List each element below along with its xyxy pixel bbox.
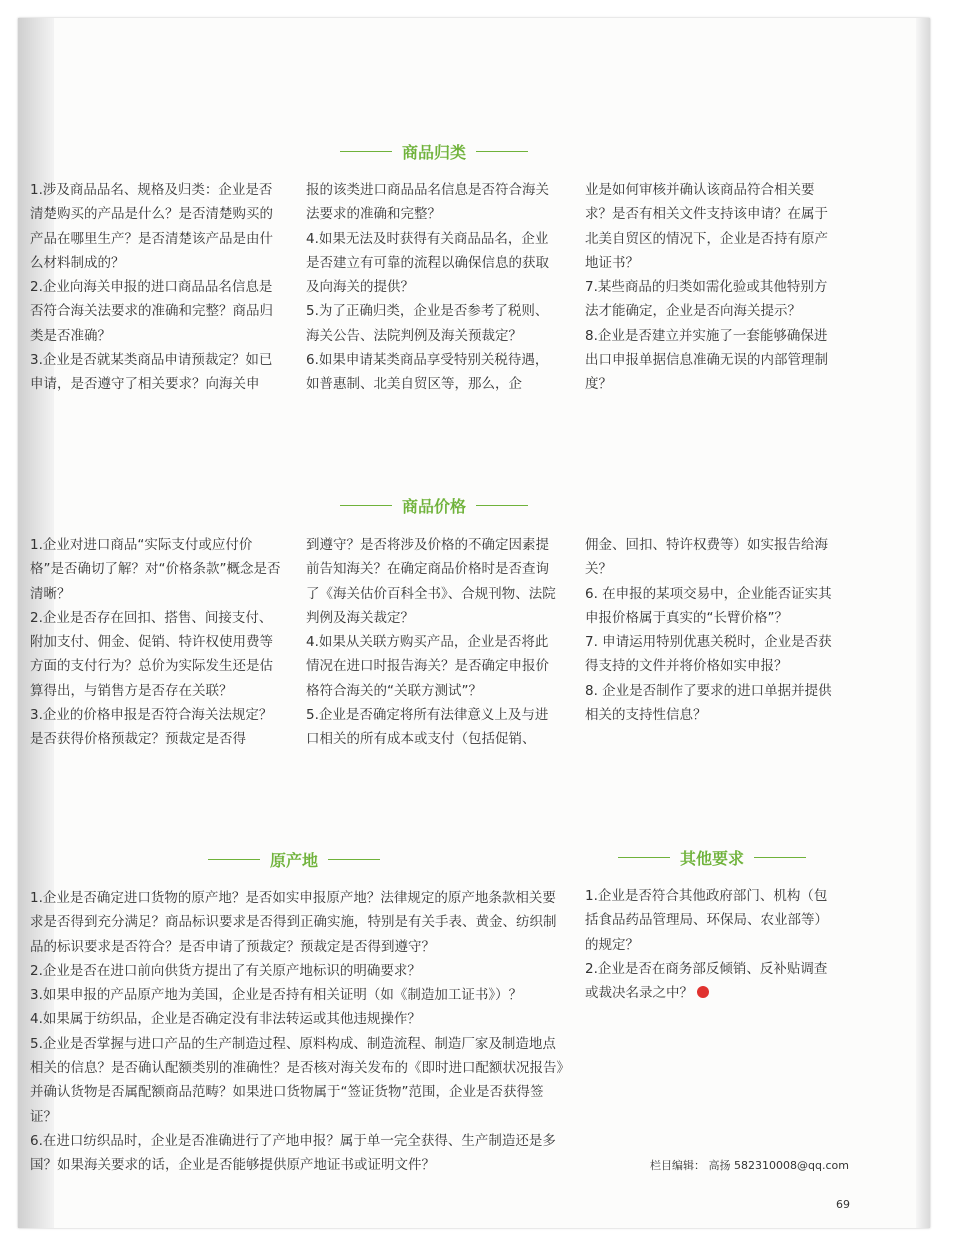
title-rule-left (208, 859, 260, 860)
paragraph: 5.企业是否确定将所有法律意义上及与进口相关的所有成本或支付（包括促销、 (306, 707, 549, 748)
paragraph: 5.企业是否掌握与进口产品的生产制造过程、原料构成、制造流程、制造厂家及制造地点相关的信息？是否确认配额类别的准确性？是否核对海关发布的《即时进口配额状况报告》并确认货物是否属配额商品范畴？如果进口货物属于“签证货物”范围，企业是否获得签证？ (30, 1035, 564, 1125)
paragraph: 1.企业对进口商品“实际支付或应付价格”是否确切了解？对“价格条款”概念是否清晰？ (30, 537, 281, 602)
paragraph: 1.企业是否符合其他政府部门、机构（包括食品药品管理局、环保局、农业部等）的规定？ (585, 888, 828, 953)
title-rule-right (476, 151, 528, 152)
paragraph: 4.如果无法及时获得有关商品品名，企业是否建立有可靠的流程以确保信息的获取及向海关的提供？ (306, 230, 549, 296)
paragraph: 1.涉及商品品名、规格及归类：企业是否清楚购买的产品是什么？是否清楚购买的产品在哪里生产？是否清楚该产品是由什么材料制成的？ (30, 182, 273, 271)
editor-credit: 栏目编辑： 高扬 582310008@qq.com (650, 1159, 849, 1172)
title-rule-left (618, 857, 670, 858)
title-rule-left (340, 505, 392, 506)
paragraph: 6.在进口纺织品时，企业是否准确进行了产地申报？属于单一完全获得、生产制造还是多国？如果海关要求的话，企业是否能够提供原产地证书或证明文件？ (30, 1132, 556, 1174)
paragraph: 2.企业是否存在回扣、搭售、间接支付、附加支付、佣金、促销、特许权使用费等方面的支付行为？总价为实际发生还是估算得出，与销售方是否存在关联？ (30, 609, 273, 699)
title-rule-right (754, 857, 806, 858)
origin-column (30, 886, 565, 1178)
paragraph: 4.如果从关联方购买产品，企业是否将此情况在进口时报告海关？是否确定申报价格符合海关的“关联方测试”？ (306, 634, 549, 699)
section-title-origin (208, 848, 380, 871)
section-title-text: 商品价格 (402, 497, 467, 516)
paragraph: 报的该类进口商品品名信息是否符合海关法要求的准确和完整？ (306, 182, 549, 223)
price-column-3 (585, 533, 840, 727)
paragraph: 3.企业的价格申报是否符合海关法规定？是否获得价格预裁定？预裁定是否得 (30, 707, 273, 748)
section-title-classification (340, 140, 528, 163)
section-title-price (340, 494, 528, 517)
classification-column-2 (306, 178, 560, 397)
section-title-other (618, 846, 806, 869)
title-rule-right (476, 505, 528, 506)
paragraph: 8. 企业是否制作了要求的进口单据并提供相关的支持性信息？ (585, 682, 832, 724)
classification-column-1 (30, 178, 282, 397)
paragraph: 业是如何审核并确认该商品符合相关要求？是否有相关文件支持该申请？在属于北美自贸区的情况下，企业是否持有原产地证书？ (585, 182, 828, 271)
section-title-text: 商品归类 (402, 143, 467, 162)
paragraph: 4.如果属于纺织品，企业是否确定没有非法转运或其他违规操作？ (30, 1011, 421, 1028)
paragraph: 7. 申请运用特别优惠关税时，企业是否获得支持的文件并将价格如实申报？ (585, 634, 832, 675)
title-rule-right (328, 859, 380, 860)
section-title-text: 其他要求 (680, 849, 745, 868)
paragraph-with-end-mark (585, 957, 840, 1006)
paragraph: 6.如果申请某类商品享受特别关税待遇，如普惠制、北美自贸区等，那么，企 (306, 352, 549, 393)
paragraph: 佣金、回扣、特许权费等）如实报告给海关？ (585, 537, 828, 578)
paragraph: 3.企业是否就某类商品申请预裁定？如已申请，是否遵守了相关要求？向海关申 (30, 352, 273, 393)
price-column-1 (30, 533, 282, 752)
paragraph: 到遵守？是否将涉及价格的不确定因素提前告知海关？在确定商品价格时是否查询了《海关估价百科全书》、合规刊物、法院判例及海关裁定？ (306, 537, 556, 626)
paragraph: 7.某些商品的归类如需化验或其他特别方法才能确定，企业是否向海关提示？ (585, 279, 828, 320)
paragraph: 2.企业是否在进口前向供货方提出了有关原产地标识的明确要求？ (30, 962, 421, 979)
title-rule-left (340, 151, 392, 152)
price-column-2 (306, 533, 560, 752)
magazine-page (18, 18, 930, 1228)
section-title-text: 原产地 (270, 851, 319, 870)
paragraph: 1.企业是否确定进口货物的原产地？是否如实申报原产地？法律规定的原产地条款相关要求是否得到充分满足？商品标识要求是否得到正确实施，特别是有关手表、黄金、纺织制品的标识要求是否符合？是否申请了预裁定？预裁定是否得到遵守？ (30, 890, 557, 955)
classification-column-3 (585, 178, 840, 397)
article-end-icon (697, 986, 709, 998)
paragraph: 8.企业是否建立并实施了一套能够确保进出口申报单据信息准确无误的内部管理制度？ (585, 327, 828, 393)
paragraph-text: 2.企业是否在商务部反倾销、反补贴调查或裁决名录之中？ (585, 960, 828, 1002)
paragraph: 5.为了正确归类，企业是否参考了税则、海关公告、法院判例及海关预裁定？ (306, 303, 549, 344)
page-number: 69 (836, 1198, 850, 1211)
paragraph: 3.如果申报的产品原产地为美国，企业是否持有相关证明（如《制造加工证书》）？ (30, 987, 523, 1004)
page-edge-shadow (916, 18, 930, 1228)
paragraph: 2.企业向海关申报的进口商品品名信息是否符合海关法要求的准确和完整？商品归类是否准确？ (30, 279, 273, 344)
paragraph: 6. 在申报的某项交易中，企业能否证实其申报价格属于真实的“长臂价格”？ (585, 585, 832, 626)
other-column (585, 884, 840, 1005)
